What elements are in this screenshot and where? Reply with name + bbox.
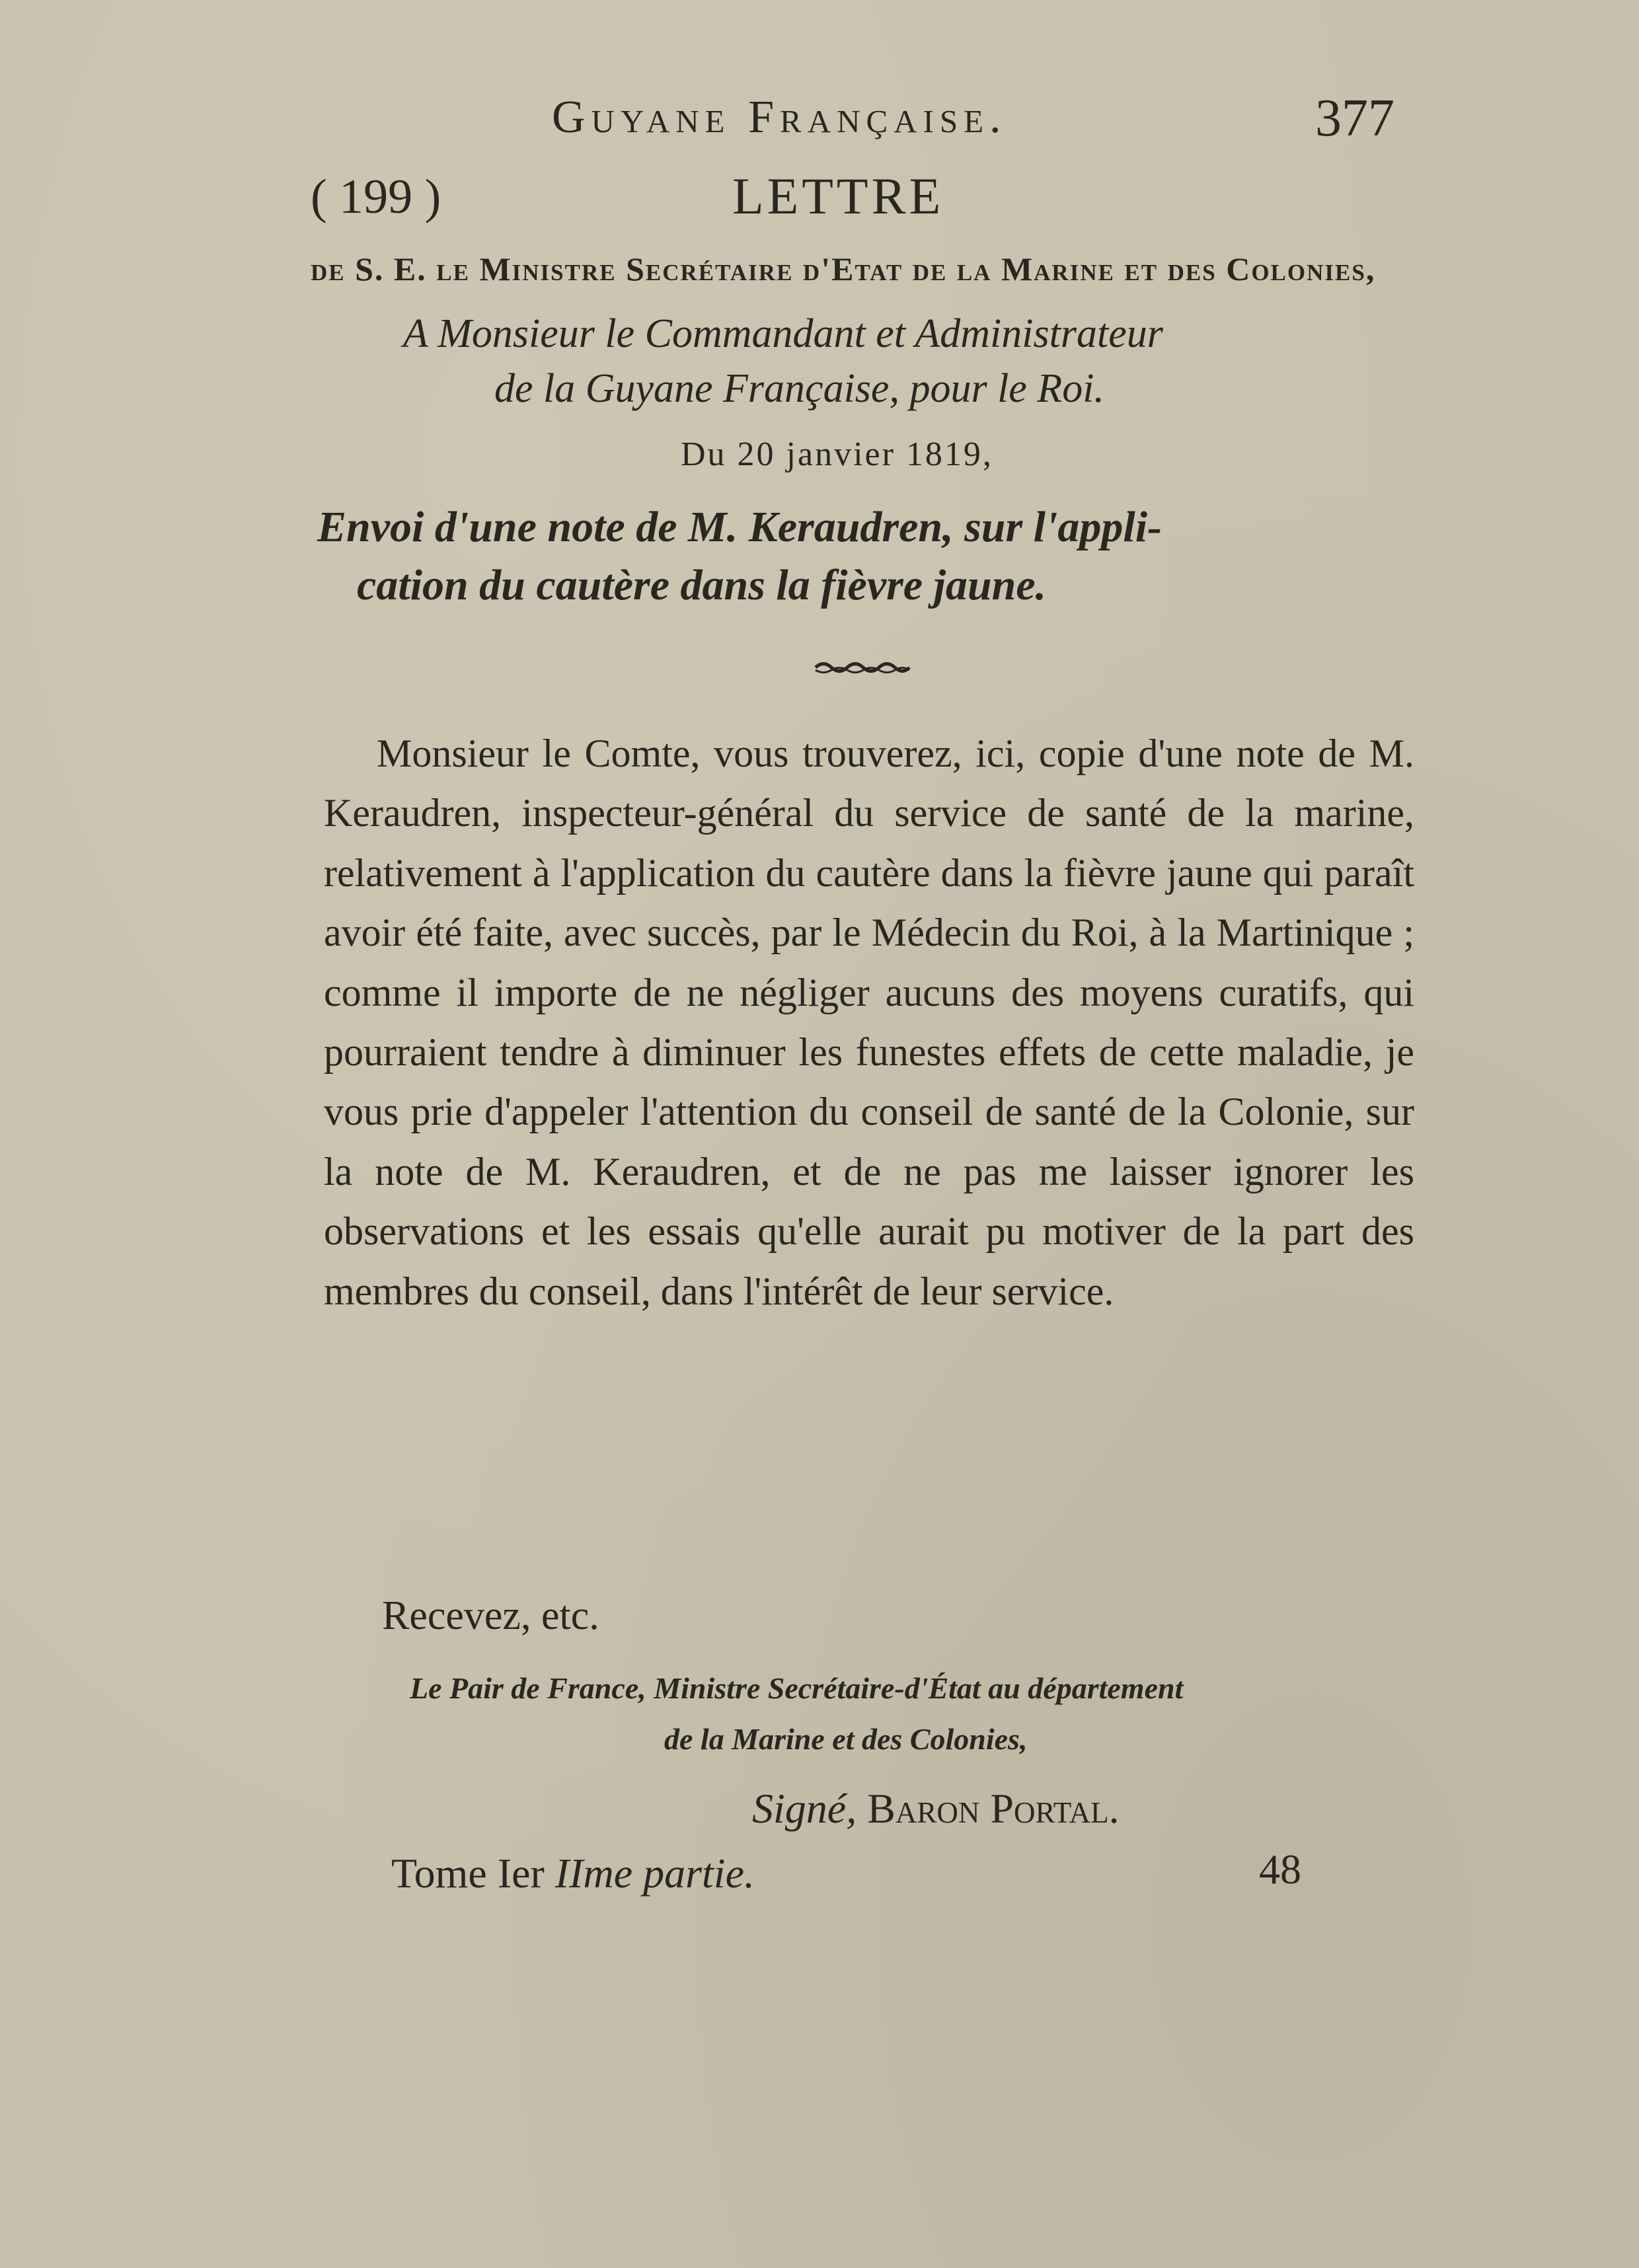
document-title: LETTRE xyxy=(732,167,944,225)
ornament-divider-icon xyxy=(813,658,912,680)
volume-part: IIme partie. xyxy=(554,1850,755,1897)
volume-label: Tome Ier xyxy=(391,1850,545,1897)
date-line: Du 20 janvier 1819, xyxy=(681,435,993,473)
page-number: 377 xyxy=(1315,89,1394,147)
signatory-title-line-1: Le Pair de France, Ministre Secrétaire-d'État au département xyxy=(410,1671,1184,1705)
sender-line: de S. E. le Ministre Secrétaire d'Etat de la Marine et des Colonies, xyxy=(311,250,1376,287)
subject-line-1: Envoi d'une note de M. Keraudren, sur l'appli- xyxy=(317,503,1163,551)
closing-formula: Recevez, etc. xyxy=(382,1593,599,1638)
subject-line-2: cation du cautère dans la fièvre jaune. xyxy=(357,561,1047,609)
recipient-line-2: de la Guyane Française, pour le Roi. xyxy=(494,366,1104,411)
document-number: ( 199 ) xyxy=(311,170,441,224)
signatory-name: Baron Portal. xyxy=(867,1785,1120,1832)
signature-line xyxy=(752,1784,1120,1833)
footer-volume xyxy=(391,1849,755,1898)
signatory-title-line-2: de la Marine et des Colonies, xyxy=(664,1722,1028,1756)
signature-mark: 48 xyxy=(1259,1846,1301,1893)
letter-body: Monsieur le Comte, vous trouverez, ici, copie d'une note de M. Keraudren, inspecteur-général du service de santé de la marine, relativement à l'application du cautère dans la fièvre jaune qui paraît avoir été faite, avec succès, par le Médecin du Roi, à la Martinique ; comme il importe de ne négliger aucuns des moyens curatifs, qui pourraient tendre à diminuer les funestes effets de cette maladie, je vous prie d'appeler l'attention du conseil de santé de la Colonie, sur la note de M. Keraudren, et de ne pas me laisser ignorer les observations et les essais qu'elle aurait pu motiver de la part des membres du conseil, dans l'intérêt de leur service. xyxy=(324,732,1414,1313)
running-head: Guyane Française. xyxy=(552,92,1007,143)
signed-label: Signé, xyxy=(752,1785,857,1832)
recipient-line-1: A Monsieur le Commandant et Administrateur xyxy=(403,311,1163,356)
